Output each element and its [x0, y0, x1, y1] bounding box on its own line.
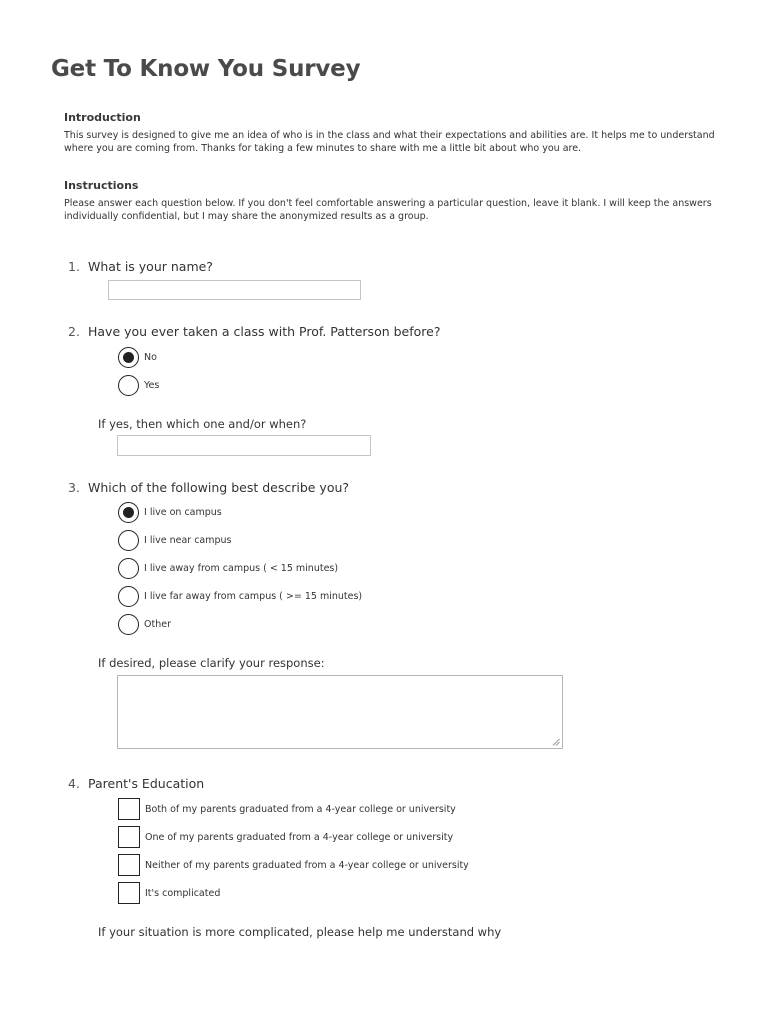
question-4-text: Parent's Education: [88, 776, 205, 791]
option-label: No: [144, 351, 157, 363]
clarify-textarea[interactable]: [117, 675, 563, 749]
instructions-heading: Instructions: [64, 179, 139, 192]
clarify-label: If desired, please clarify your response:: [98, 656, 325, 670]
question-1: [68, 259, 213, 274]
radio-option-yes[interactable]: [118, 372, 159, 398]
instructions-text: Please answer each question below. If you don't feel comfortable answering a particular question, leave it blank. I will keep the answers individually confidential, but I may share the anonymized results as a group.: [64, 198, 712, 222]
radio-option-on-campus[interactable]: [118, 499, 222, 525]
question-1-text: What is your name?: [88, 259, 213, 274]
question-4: [68, 776, 204, 791]
radio-dot: [123, 507, 134, 518]
radio-button[interactable]: [118, 375, 139, 396]
question-2-number: 2.: [68, 324, 80, 339]
resize-grip-icon[interactable]: [552, 738, 560, 746]
introduction-heading: Introduction: [64, 111, 141, 124]
radio-button[interactable]: [118, 347, 139, 368]
option-label: I live away from campus ( < 15 minutes): [144, 562, 339, 574]
radio-button[interactable]: [118, 614, 139, 635]
radio-button[interactable]: [118, 558, 139, 579]
question-3-text: Which of the following best describe you?: [88, 480, 350, 495]
checkbox[interactable]: [118, 882, 140, 904]
option-label: Neither of my parents graduated from a 4-year college or university: [145, 859, 469, 871]
question-3-number: 3.: [68, 480, 80, 495]
radio-option-far-campus[interactable]: [118, 583, 362, 609]
question-3: [68, 480, 349, 495]
question-2-text: Have you ever taken a class with Prof. Patterson before?: [88, 324, 441, 339]
option-label: I live near campus: [144, 534, 232, 546]
radio-option-other[interactable]: [118, 611, 171, 637]
radio-button[interactable]: [118, 586, 139, 607]
option-label: I live far away from campus ( >= 15 minutes): [144, 590, 363, 602]
radio-button[interactable]: [118, 530, 139, 551]
name-input[interactable]: [108, 280, 361, 300]
option-label: Yes: [144, 379, 160, 391]
radio-option-away-campus[interactable]: [118, 555, 338, 581]
radio-button[interactable]: [118, 502, 139, 523]
class-followup-input[interactable]: [117, 435, 371, 456]
question-1-number: 1.: [68, 259, 80, 274]
option-label: Other: [144, 618, 171, 630]
option-label: Both of my parents graduated from a 4-year college or university: [145, 803, 456, 815]
class-followup-label: If yes, then which one and/or when?: [98, 417, 307, 431]
complicated-followup-label: If your situation is more complicated, please help me understand why: [98, 925, 502, 939]
checkbox[interactable]: [118, 854, 140, 876]
checkbox-option-complicated[interactable]: [118, 880, 220, 906]
checkbox-option-one-parent[interactable]: [118, 824, 453, 850]
radio-dot: [123, 352, 134, 363]
option-label: It's complicated: [145, 887, 221, 899]
checkbox-option-neither-parent[interactable]: [118, 852, 469, 878]
question-2: [68, 324, 440, 339]
radio-option-near-campus[interactable]: [118, 527, 232, 553]
checkbox-option-both-parents[interactable]: [118, 796, 456, 822]
question-4-number: 4.: [68, 776, 80, 791]
page-title: Get To Know You Survey: [51, 56, 361, 82]
introduction-text: This survey is designed to give me an idea of who is in the class and what their expectations and abilities are. It helps me to understand where you are coming from. Thanks for taking a few minutes to share with me a little bit about who you are.: [64, 130, 715, 154]
checkbox[interactable]: [118, 798, 140, 820]
option-label: One of my parents graduated from a 4-year college or university: [145, 831, 454, 843]
checkbox[interactable]: [118, 826, 140, 848]
option-label: I live on campus: [144, 506, 222, 518]
radio-option-no[interactable]: [118, 344, 157, 370]
